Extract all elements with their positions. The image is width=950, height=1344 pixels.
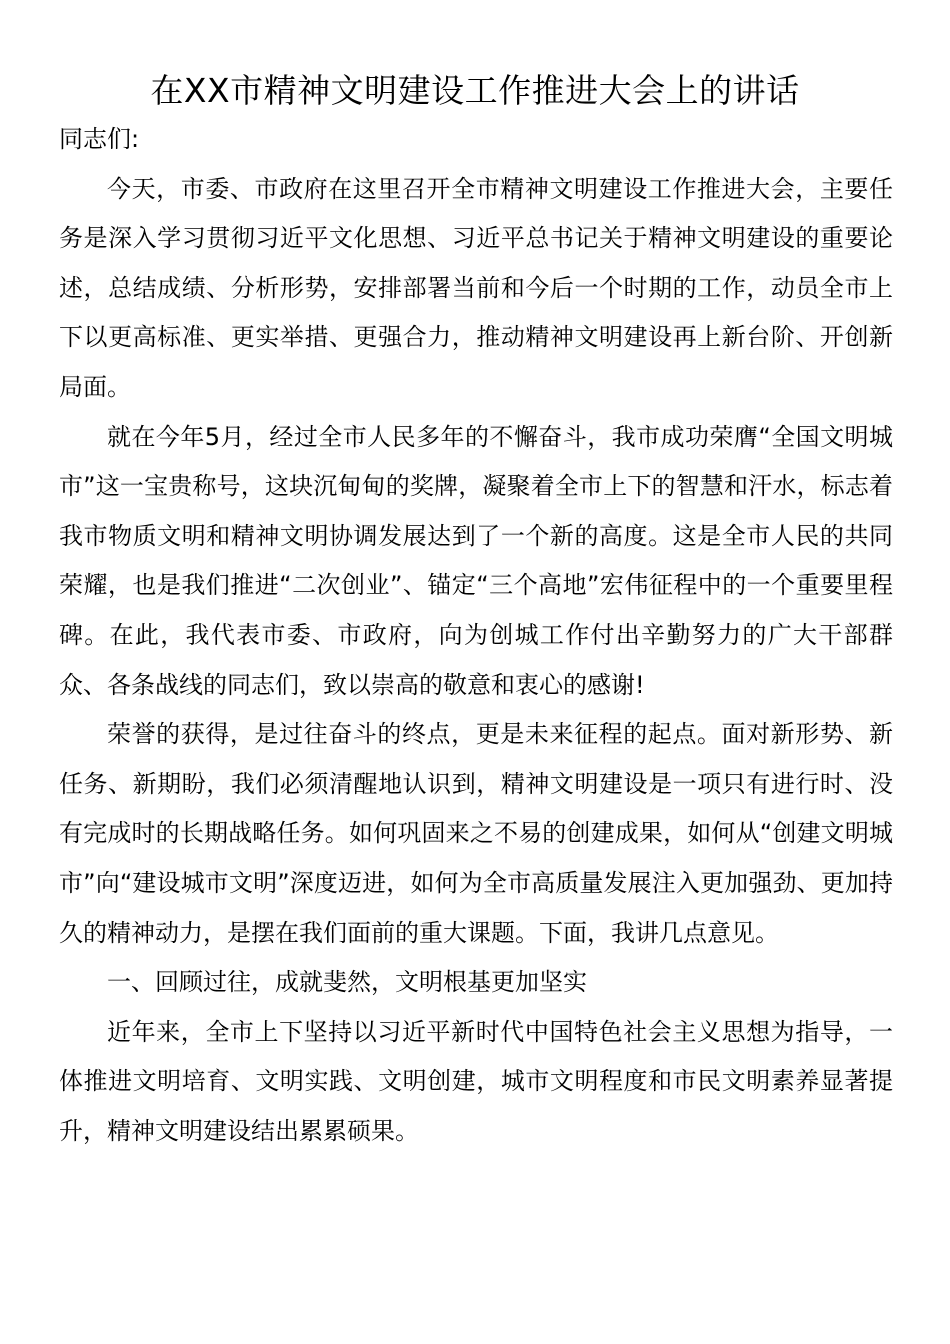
paragraph-outlook: 荣誉的获得，是过往奋斗的终点，更是未来征程的起点。面对新形势、新任务、新期盼，我们必须清醒地认识到，精神文明建设是一项只有进行时、没有完成时的长期战略任务。如何巩固来之不易的创建成果，如何从“创建文明城市”向“建设城市文明”深度迈进，如何为全市高质量发展注入更加强劲、更加持久的精神动力，是摆在我们面前的重大课题。下面，我讲几点意见。 xyxy=(59,720,893,947)
section-heading: 一、回顾过往，成就斐然，文明根基更加坚实 xyxy=(107,968,587,997)
paragraph-opening: 今天，市委、市政府在这里召开全市精神文明建设工作推进大会，主要任务是深入学习贯彻习近平文化思想、习近平总书记关于精神文明建设的重要论述，总结成绩、分析形势，安排部署当前和今后一个时期的工作，动员全市上下以更高标准、更实举措、更强合力，推动精神文明建设再上新台阶、开创新局面。 xyxy=(59,174,893,401)
document-body xyxy=(59,115,893,1156)
paragraph-section-1: 近年来，全市上下坚持以习近平新时代中国特色社会主义思想为指导，一体推进文明培育、文明实践、文明创建，城市文明程度和市民文明素养显著提升，精神文明建设结出累累硕果。 xyxy=(59,1017,893,1145)
salutation: 同志们: xyxy=(59,125,140,153)
document-title: 在XX市精神文明建设工作推进大会上的讲话 xyxy=(150,71,800,110)
paragraph-honor: 就在今年5月，经过全市人民多年的不懈奋斗，我市成功荣膺“全国文明城市”这一宝贵称号，这块沉甸甸的奖牌，凝聚着全市上下的智慧和汗水，标志着我市物质文明和精神文明协调发展达到了一个新的高度。这是全市人民的共同荣耀，也是我们推进“二次创业”、锚定“三个高地”宏伟征程中的一个重要里程碑。在此，我代表市委、市政府，向为创城工作付出辛勤努力的广大干部群众、各条战线的同志们，致以崇高的敬意和衷心的感谢! xyxy=(59,422,893,699)
